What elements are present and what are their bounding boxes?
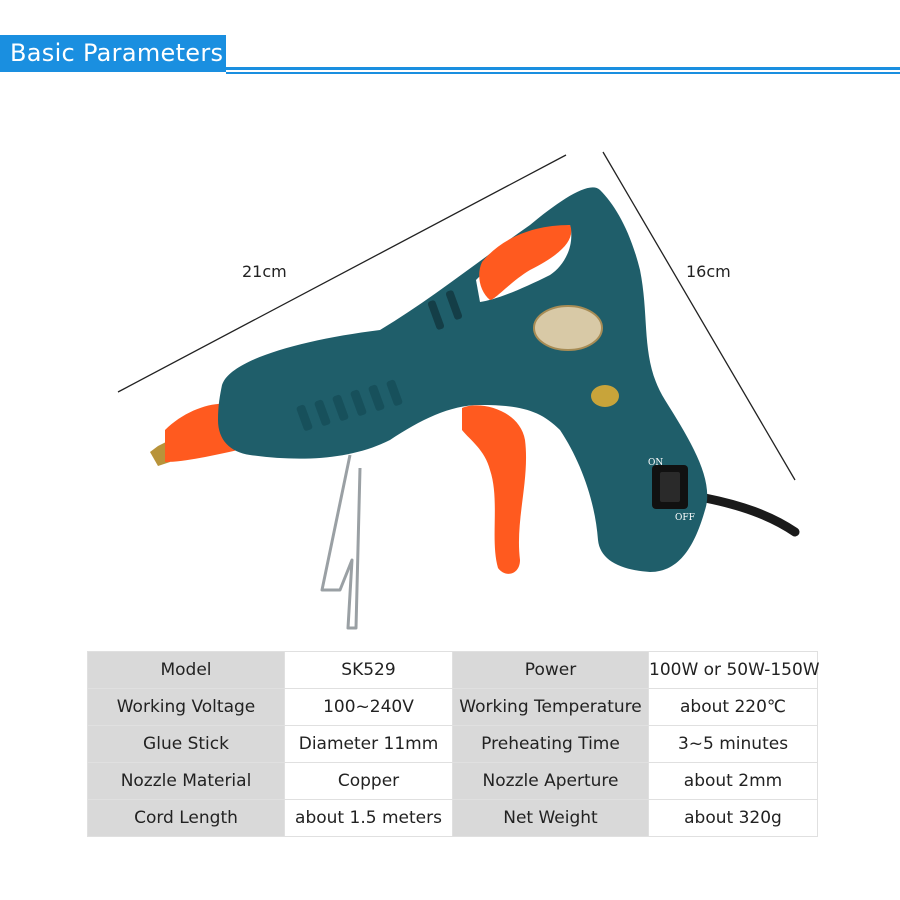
wire-stand	[322, 455, 360, 628]
param-value: Diameter 11mm	[285, 726, 453, 763]
table-row	[88, 800, 818, 837]
gun-body	[218, 187, 707, 572]
param-label: Nozzle Aperture	[453, 763, 649, 800]
param-value: 100~240V	[285, 689, 453, 726]
length-dimension: 21cm	[242, 262, 287, 281]
power-cord	[705, 498, 795, 532]
param-label: Nozzle Material	[88, 763, 285, 800]
param-value: about 2mm	[649, 763, 818, 800]
param-label: Power	[453, 652, 649, 689]
switch-on-label: ON	[648, 458, 664, 468]
param-value: 3~5 minutes	[649, 726, 818, 763]
param-label: Preheating Time	[453, 726, 649, 763]
switch-off-label: OFF	[675, 513, 695, 523]
param-value: Copper	[285, 763, 453, 800]
param-label: Glue Stick	[88, 726, 285, 763]
table-row	[88, 763, 818, 800]
table-row	[88, 726, 818, 763]
param-value: about 320g	[649, 800, 818, 837]
param-label: Model	[88, 652, 285, 689]
param-label: Working Temperature	[453, 689, 649, 726]
parameters-table	[87, 651, 818, 837]
power-switch-rocker	[660, 472, 680, 502]
param-label: Net Weight	[453, 800, 649, 837]
table-row	[88, 652, 818, 689]
label-plate	[534, 306, 602, 350]
param-label: Cord Length	[88, 800, 285, 837]
trigger	[462, 405, 526, 573]
param-value: about 1.5 meters	[285, 800, 453, 837]
table-row	[88, 689, 818, 726]
param-value: about 220℃	[649, 689, 818, 726]
section-title: Basic Parameters	[0, 35, 226, 72]
param-value: SK529	[285, 652, 453, 689]
param-label: Working Voltage	[88, 689, 285, 726]
gold-badge	[591, 385, 619, 407]
param-value: 100W or 50W-150W	[649, 652, 818, 689]
height-dimension: 16cm	[686, 262, 731, 281]
